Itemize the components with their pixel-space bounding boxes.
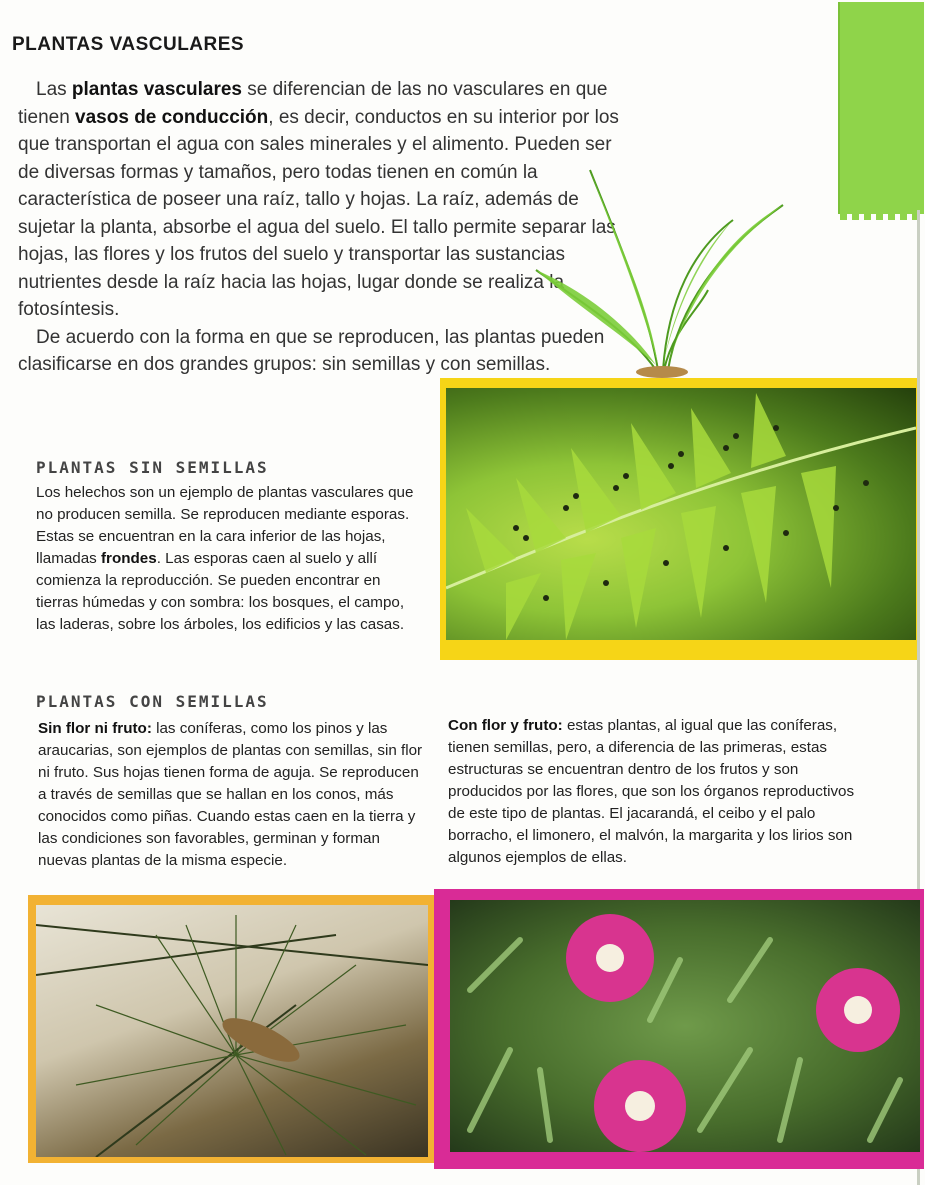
green-page-tab (838, 2, 924, 214)
term-plantas-vasculares: plantas vasculares (71, 79, 242, 100)
pine-branch-photo (36, 905, 428, 1157)
flower-2 (816, 968, 900, 1052)
page-title: PLANTAS VASCULARES (12, 34, 245, 55)
pink-flowers-drawing (450, 900, 920, 1152)
heading-plantas-sin-semillas: PLANTAS SIN SEMILLAS (36, 458, 269, 477)
label-sin-flor-ni-fruto: Sin flor ni fruto: (38, 720, 152, 737)
intro-paragraph-2: De acuerdo con la forma en que se reproducen, las plantas pueden clasificarse en dos grandes grupos: sin semillas y con semillas. (18, 326, 605, 375)
flower-1 (566, 914, 654, 1002)
con-flor-y-fruto-text: Con flor y fruto: estas plantas, al igual que las coníferas, tienen semillas, pero, a diferencia de las primeras, estas estructuras se encuentran dentro de los frutos y son producidos por las flores, que son los órganos reproductivos de este tipo de plantas. El jacarandá, el ceibo y el palo borracho, el limonero, el malvón, la margarita y los lirios son algunos ejemplos de ellas. (448, 717, 855, 866)
term-vasos-de-conduccion: vasos de conducción (75, 106, 269, 128)
sin-semillas-text: Los helechos son un ejemplo de plantas vasculares que no producen semilla. Se reproducen mediante esporas. Estas se encuentran en la cara inferior de las hojas, llamadas frondes. Las esporas caen al suelo y allí comienza la reproducción. Se pueden encontrar en tierras húmedas y con sombra: los bosques, el campo, las laderas, sobre los árboles, los edificios y las casas. (36, 484, 414, 633)
flower-3 (594, 1060, 686, 1152)
fern-plant-illustration (528, 160, 798, 380)
pink-flowers-photo (450, 900, 920, 1152)
fern-frond-drawing (446, 388, 916, 640)
fern-spores-photo (446, 388, 916, 640)
heading-plantas-con-semillas: PLANTAS CON SEMILLAS (36, 692, 269, 711)
intro-paragraph-1: Las plantas vasculares se diferencian de las no vasculares en que tienen vasos de conducción, es decir, conductos en su interior por los que transportan el agua con sales minerales y el alimento. Pueden ser de diversas formas y tamaños, pero todas tienen en común la característica de poseer una raíz, tallo y hojas. La raíz, además de sujetar la planta, absorbe el agua del suelo. El tallo permite separar las hojas, las flores y los frutos del suelo y transportar las sustancias nutrientes desde la raíz hacia las hojas, lugar donde se realiza la fotosíntesis. (18, 79, 619, 320)
term-frondes: frondes (101, 550, 157, 567)
label-con-flor-y-fruto: Con flor y fruto: (448, 717, 563, 734)
pine-needles-drawing (36, 905, 428, 1157)
sin-flor-ni-fruto-text: Sin flor ni fruto: las coníferas, como los pinos y las araucarias, son ejemplos de plantas con semillas, sin flor ni fruto. Sus hojas tienen forma de aguja. Se reproducen a través de semillas que se hallan en los conos, más conocidos como piñas. Cuando estas caen en la tierra y las condiciones son favorables, germinan y forman nuevas plantas de la misma especie. (38, 720, 423, 869)
